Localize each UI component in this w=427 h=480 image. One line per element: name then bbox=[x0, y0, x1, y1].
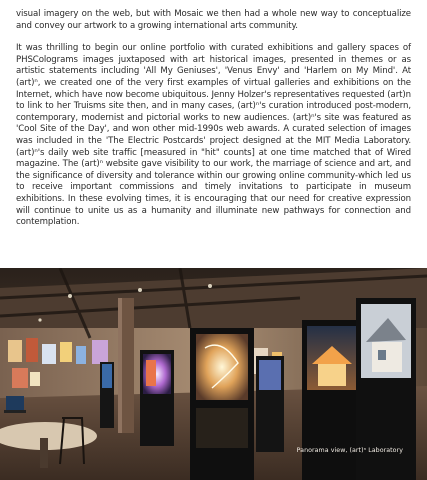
article-body bbox=[16, 9, 411, 229]
paragraph-intro: visual imagery on the web, but with Mosaic we then had a whole new way to conceptualize and convey our artwork to a growing international arts community. bbox=[16, 9, 411, 31]
gallery-panorama-photo bbox=[0, 268, 427, 480]
photo-caption: Panorama view, (art)ⁿ Laboratory bbox=[296, 447, 403, 454]
paragraph-portfolio: It was thrilling to begin our online portfolio with curated exhibitions and gallery spaces of PHSColograms images juxtaposed with art historical images, presented in themes or as artistic statements including 'All My Geniuses', 'Venus Envy' and 'Harlem on My Mind'. At (art)ⁿ, we created one of the very first examples of virtual galleries and exhibitions on the Internet, which have now become ubiquitous. Jenny Holzer's representatives requested (art)n to link to her Truisms site then, and in many cases, (art)ⁿ's curation introduced post-modern, contemporary, modernist and pictorial works to new audiences. (art)ⁿ's site was featured as 'Cool Site of the Day', and won other mid-1990s web awards. A curated selection of images was included in the 'The Electric Postcards' project designed at the MIT Media Laboratory. (art)ⁿ's daily web site traffic [measured in "hit" counts] at one time matched that of Wired magazine. The (art)ⁿ website gave visibility to our work, the marriage of science and art, and the significance of diversity and tolerance within our growing online community-which led us to receive important commissions and timely invitations to participate in museum exhibitions. In these evolving times, it is encouraging that our need for creative expression will continue to unite us as a humanity and illuminate new pathways for connection and contemplation. bbox=[16, 43, 411, 228]
